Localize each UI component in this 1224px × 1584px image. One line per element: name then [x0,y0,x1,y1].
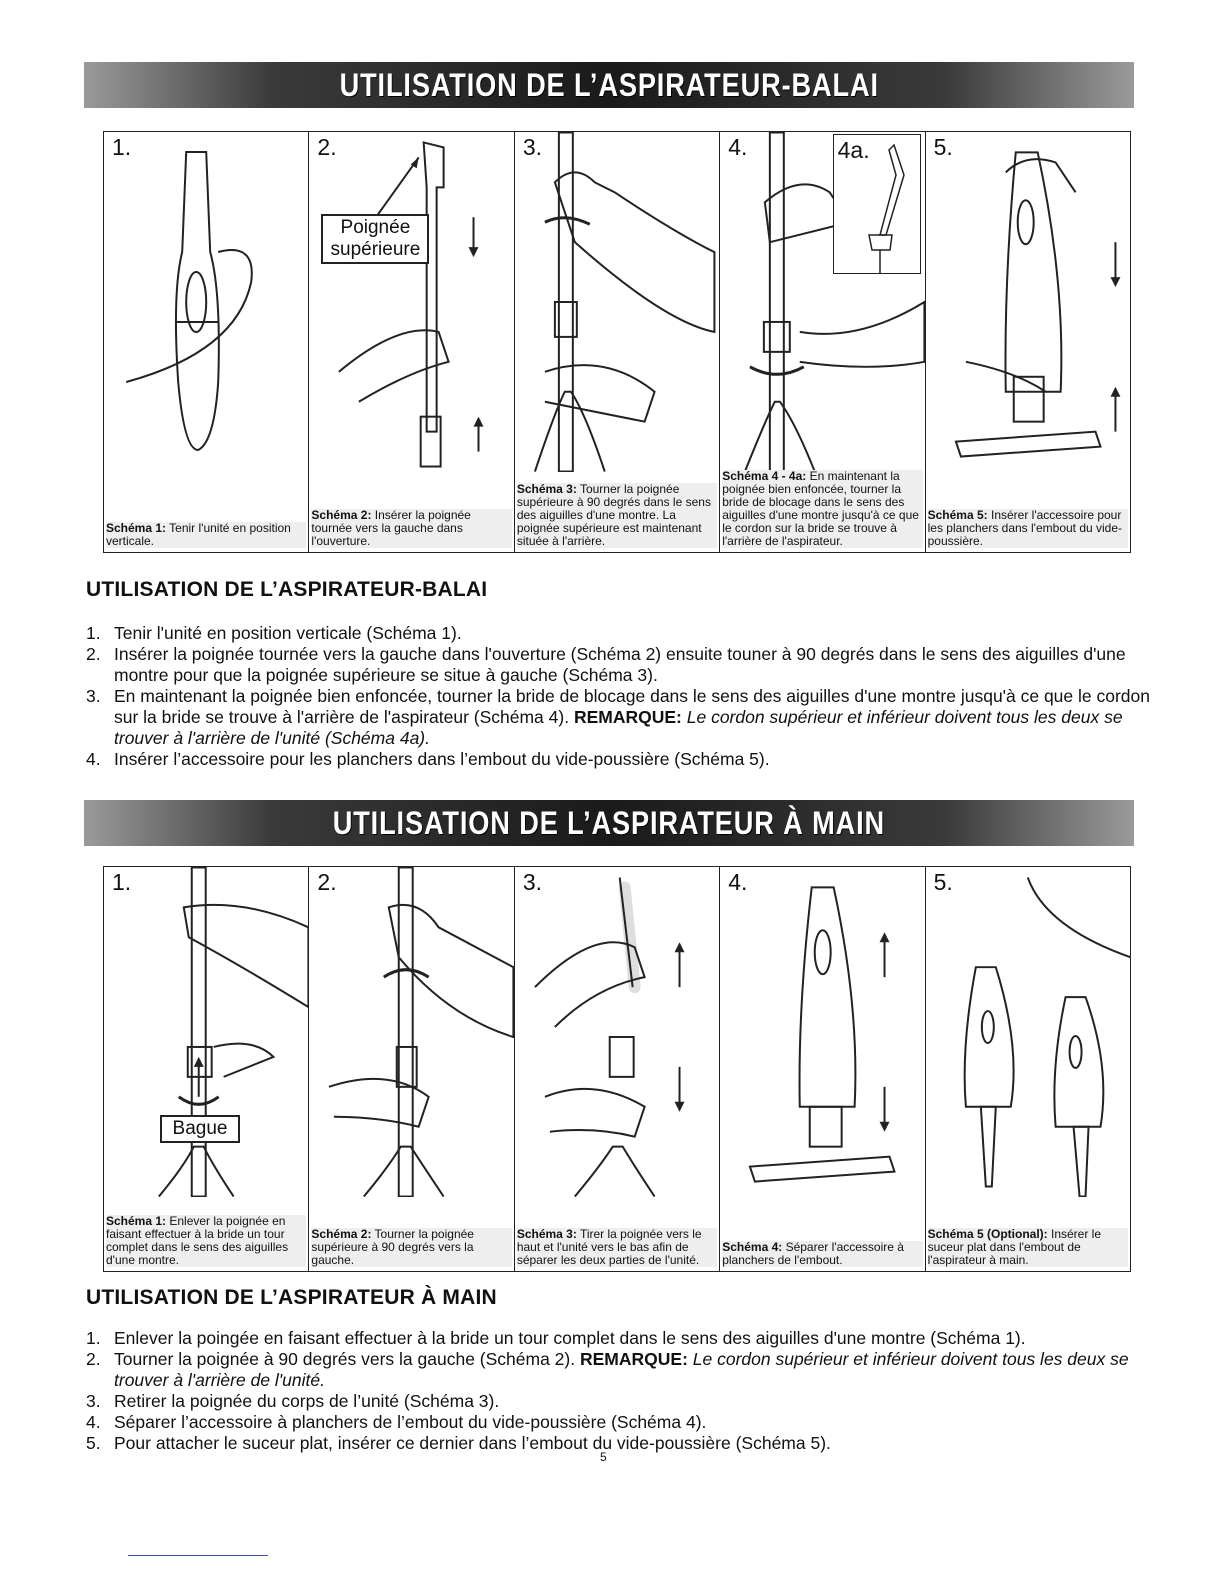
remove-floor-tool-illustration [720,867,924,1197]
diagram-caption: Schéma 4: Séparer l'accessoire à planchers de l'embout. [722,1241,922,1267]
footer-rule [128,1555,268,1556]
list-item: 4. Séparer l’accessoire à planchers de l’embout du vide-poussière (Schéma 4). [86,1412,707,1432]
diagram-panel-4 [720,867,925,1271]
upper-handle-label: Poignée supérieure [321,214,429,264]
page-number: 5 [600,1450,607,1464]
diagram-caption: Schéma 2: Insérer la poignée tournée vers la gauche dans l'ouverture. [311,509,511,548]
panel-number: 1. [112,869,132,895]
handle-turn-illustration [309,867,513,1197]
diagram-row-hand [103,866,1131,1272]
diagram-panel-1 [104,867,309,1271]
diagram-panel-5 [926,132,1130,552]
panel-number: 2. [317,134,337,160]
panel-number: 1. [112,134,132,160]
banner-title: UTILISATION DE L’ASPIRATEUR-BALAI [339,66,879,103]
diagram-panel-3 [515,132,720,552]
list-item: 3. Retirer la poignée du corps de l’unité (Schéma 3). [86,1391,500,1411]
panel-number: 3. [522,869,542,895]
handle-insert-illustration [309,132,513,472]
list-item: 4. Insérer l’accessoire pour les planchers dans l’embout du vide-poussière (Schéma 5). [86,749,770,769]
detail-inset-4a [833,134,921,274]
list-item: 2. Insérer la poignée tournée vers la gauche dans l'ouverture (Schéma 2) ensuite touner à 90 degrés dans le sens des aiguilles d'une montre pour que la poignée supérieure se situe à gauche (Schéma 3). [86,644,1126,685]
banner-hand-vacuum [84,800,1134,846]
list-item: 1. Enlever la poingée en faisant effectuer à la bride un tour complet dans le sens des aiguilles d'une montre (Schéma 1). [86,1328,1026,1348]
banner-stick-vacuum [84,62,1134,108]
instruction-list-stick [86,623,1166,770]
cord-detail-illustration [834,135,920,273]
diagram-caption: Schéma 3: Tourner la poignée supérieure à 90 degrés dans le sens des aiguilles d'une montre. La poignée supérieure est maintenant située à l'arrière. [517,483,717,548]
panel-number: 5. [933,134,953,160]
list-item: 1. Tenir l'unité en position verticale (Schéma 1). [86,623,462,643]
inset-number: 4a. [837,137,870,163]
floor-tool-illustration [926,132,1130,472]
panel-number: 3. [522,134,542,160]
instruction-list-hand [86,1328,1166,1454]
diagram-panel-2 [309,867,514,1271]
ring-label: Bague [160,1115,240,1143]
diagram-row-stick [103,131,1131,553]
diagram-panel-1 [104,132,309,552]
separate-illustration [515,867,719,1197]
diagram-caption: Schéma 2: Tourner la poignée supérieure à 90 degrés vers la gauche. [311,1228,511,1267]
diagram-caption: Schéma 1: Enlever la poignée en faisant effectuer à la bride un tour complet dans le sens des aiguilles d'une montre. [106,1215,306,1267]
diagram-caption: Schéma 1: Tenir l'unité en position verticale. [106,522,306,548]
diagram-panel-5 [926,867,1130,1271]
diagram-panel-2 [309,132,514,552]
ring-remove-illustration [104,867,308,1197]
diagram-caption: Schéma 4 - 4a: En maintenant la poignée bien enfoncée, tourner la bride de blocage dans le sens des aiguilles d'une montre jusqu'à ce que le cordon sur la bride se trouve à l'arrière de l'aspirateur. [722,470,922,548]
section-heading-stick: UTILISATION DE L’ASPIRATEUR-BALAI [86,578,488,601]
crevice-tool-illustration [926,867,1130,1197]
diagram-panel-4 [720,132,925,552]
panel-number: 2. [317,869,337,895]
diagram-caption: Schéma 5 (Optional): Insérer le suceur plat dans l'embout de l'aspirateur à main. [928,1228,1128,1267]
panel-number: 4. [728,869,748,895]
list-item: 5. Pour attacher le suceur plat, insérer ce dernier dans l’embout du vide-poussière (Schéma 5). [86,1433,831,1453]
section-heading-hand: UTILISATION DE L’ASPIRATEUR À MAIN [86,1286,497,1309]
banner-title: UTILISATION DE L’ASPIRATEUR À MAIN [332,804,886,841]
panel-number: 5. [933,869,953,895]
handle-rotate-illustration [515,132,719,472]
vacuum-illustration [104,132,308,472]
list-item: 3. En maintenant la poignée bien enfoncée, tourner la bride de blocage dans le sens des aiguilles d'une montre jusqu'à ce que le cordon sur la bride se trouve à l'arrière de l'aspirateur (Schéma 4). REMARQUE: Le cordon supérieur et inférieur doivent tous les deux se trouver à l'arrière de l'unité (Schéma 4a). [86,686,1151,748]
diagram-panel-3 [515,867,720,1271]
diagram-caption: Schéma 5: Insérer l'accessoire pour les planchers dans l'embout du vide-poussière. [928,509,1128,548]
panel-number: 4. [728,134,748,160]
list-item: 2. Tourner la poignée à 90 degrés vers la gauche (Schéma 2). REMARQUE: Le cordon supérieur et inférieur doivent tous les deux se trouver à l'arrière de l'unité. [86,1349,1129,1390]
diagram-caption: Schéma 3: Tirer la poignée vers le haut et l'unité vers le bas afin de séparer les deux parties de l'unité. [517,1228,717,1267]
